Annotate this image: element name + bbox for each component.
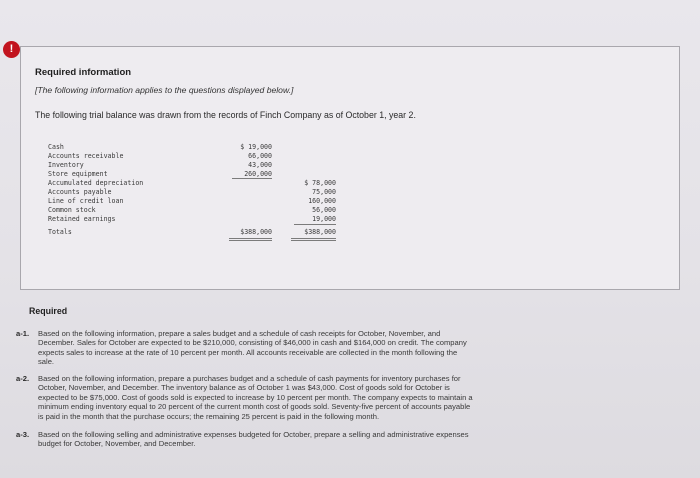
requirement-text-line: December. Sales for October are expected to be $210,000, consisting of $46,000 in cash and $164,000 on credit. The company (38, 338, 467, 348)
account-name: Cash (48, 143, 64, 151)
debit-underline (232, 178, 272, 179)
trial-balance-table (48, 143, 360, 263)
requirement-text-line: expects sales to increase at the rate of 10 percent per month. All accounts receivable are collected in the month following the (38, 347, 458, 357)
account-name: Common stock (48, 206, 96, 214)
trial-balance-row (48, 215, 360, 224)
credit-total-double-rule (291, 240, 336, 241)
debit-amount: 43,000 (248, 161, 272, 169)
credit-underline (294, 224, 336, 225)
credit-total-double-rule (291, 238, 336, 239)
debit-amount: $ 19,000 (240, 143, 272, 151)
credit-amount: 75,000 (312, 188, 336, 196)
requirement-text-line: minimum ending inventory equal to 20 percent of the current month cost of goods sold. Seventy-five percent of accounts payable (38, 402, 471, 412)
requirement-number: a-2. (16, 374, 30, 383)
account-name: Store equipment (48, 170, 108, 178)
account-name: Accounts receivable (48, 152, 124, 160)
requirement-text-line: October, November, and December. The inventory balance as of October 1 was $43,000. Cost of goods sold for October is (38, 383, 450, 393)
totals-label: Totals (48, 228, 72, 236)
trial-balance-row (48, 179, 360, 188)
trial-balance-row (48, 188, 360, 197)
requirement-text-line: budget for October, November, and December. (38, 439, 196, 449)
credit-amount: 160,000 (308, 197, 336, 205)
requirement-text-line: expected to be $75,000. Cost of goods sold is expected to increase by 10 percent per month. The company expects to maintain a (38, 392, 473, 402)
account-name: Accumulated depreciation (48, 179, 144, 187)
requirement-text-line: Based on the following information, prepare a sales budget and a schedule of cash receipts for October, November, and (38, 329, 441, 339)
requirement-item (16, 374, 626, 421)
credit-amount: $ 78,000 (304, 179, 336, 187)
debit-amount: 66,000 (248, 152, 272, 160)
requirement-text-line: Based on the following selling and administrative expenses budgeted for October, prepare a selling and administrative expenses (38, 430, 469, 440)
credit-amount: 56,000 (312, 206, 336, 214)
account-name: Line of credit loan (48, 197, 124, 205)
trial-balance-row (48, 143, 360, 152)
required-information-panel (20, 46, 680, 290)
requirement-number: a-3. (16, 430, 30, 439)
requirement-number: a-1. (16, 329, 30, 338)
total-credit: $388,000 (304, 228, 336, 236)
required-heading: Required (29, 306, 68, 316)
trial-balance-total-row (48, 228, 360, 237)
debit-total-double-rule (229, 238, 272, 239)
requirement-text-line: sale. (38, 357, 55, 367)
account-name: Accounts payable (48, 188, 112, 196)
trial-balance-row (48, 206, 360, 215)
requirement-text-line: Based on the following information, prepare a purchases budget and a schedule of cash payments for inventory purchases for (38, 374, 461, 384)
alert-icon: ! (3, 41, 20, 58)
trial-balance-row (48, 197, 360, 206)
requirement-text-line: is paid in the month that the purchase occurs; the remaining 25 percent is paid in the following month. (38, 411, 380, 421)
trial-balance-row (48, 161, 360, 170)
panel-intro: The following trial balance was drawn from the records of Finch Company as of October 1, year 2. (35, 110, 416, 120)
account-name: Retained earnings (48, 215, 116, 223)
panel-title: Required information (35, 67, 132, 78)
debit-total-double-rule (229, 240, 272, 241)
credit-amount: 19,000 (312, 215, 336, 223)
panel-note: [The following information applies to the questions displayed below.] (35, 85, 294, 95)
trial-balance-row (48, 170, 360, 179)
account-name: Inventory (48, 161, 84, 169)
total-debit: $388,000 (240, 228, 272, 236)
requirement-item (16, 329, 626, 367)
trial-balance-row (48, 152, 360, 161)
requirement-item (16, 430, 626, 449)
debit-amount: 260,000 (244, 170, 272, 178)
